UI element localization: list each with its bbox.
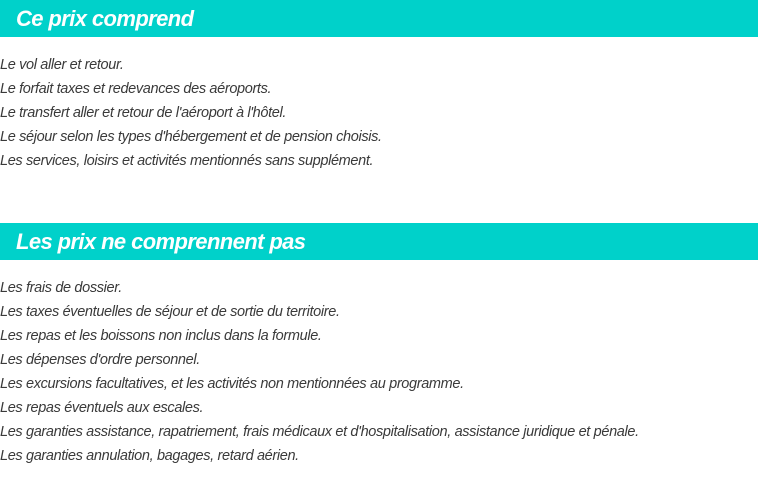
included-item: Le vol aller et retour. [0, 57, 124, 73]
included-item: Le forfait taxes et redevances des aéroports. [0, 81, 272, 97]
excluded-item: Les dépenses d'ordre personnel. [0, 352, 200, 368]
excluded-list [0, 276, 639, 468]
included-list [0, 53, 382, 173]
excluded-item: Les garanties assistance, rapatriement, frais médicaux et d'hospitalisation, assistance juridique et pénale. [0, 424, 639, 440]
excluded-item: Les garanties annulation, bagages, retard aérien. [0, 448, 299, 464]
excluded-item: Les repas et les boissons non inclus dans la formule. [0, 328, 322, 344]
included-item: Le séjour selon les types d'hébergement et de pension choisis. [0, 129, 382, 145]
included-section-title: Ce prix comprend [16, 6, 194, 31]
excluded-item: Les frais de dossier. [0, 280, 122, 296]
included-item: Le transfert aller et retour de l'aéroport à l'hôtel. [0, 105, 287, 121]
excluded-item: Les repas éventuels aux escales. [0, 400, 204, 416]
excluded-item: Les excursions facultatives, et les activités non mentionnées au programme. [0, 376, 464, 392]
excluded-section-title: Les prix ne comprennent pas [16, 229, 306, 254]
included-item: Les services, loisirs et activités mentionnés sans supplément. [0, 153, 374, 169]
included-section-header [0, 0, 758, 37]
excluded-item: Les taxes éventuelles de séjour et de sortie du territoire. [0, 304, 340, 320]
excluded-section-header [0, 223, 758, 260]
